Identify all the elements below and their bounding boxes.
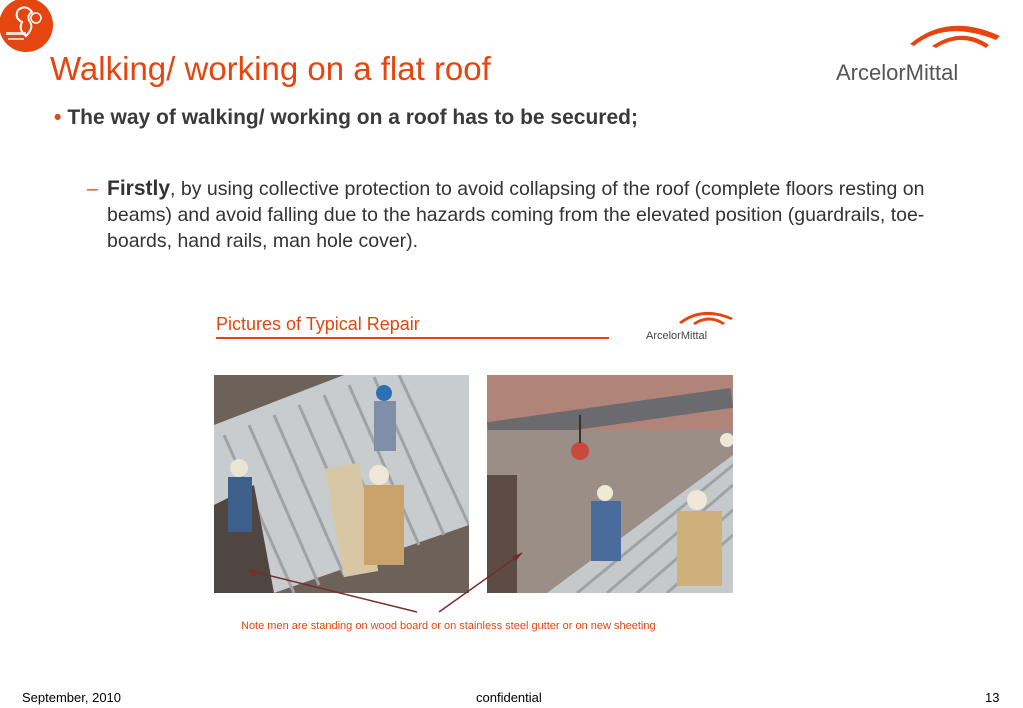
brand-logo bbox=[836, 18, 1006, 90]
footer-date: September, 2010 bbox=[22, 690, 122, 705]
footer-confidential: confidential bbox=[476, 690, 542, 705]
sub-bullet-body: , by using collective protection to avoid collapsing of the roof (complete floors resting on beams) and avoid falling due to the hazards coming from the elevated position (guardrails, toe-boards, hand rails, man hole cover). bbox=[107, 178, 925, 252]
repair-figure bbox=[207, 300, 747, 645]
bullet-dot: • bbox=[54, 106, 62, 129]
corner-badge-icon bbox=[0, 0, 56, 54]
arc-swoosh-icon bbox=[836, 18, 1006, 58]
figure-caption: Note men are standing on wood board or on stainless steel gutter or on new sheeting bbox=[241, 620, 656, 632]
footer-page-number: 13 bbox=[985, 690, 1000, 705]
sub-bullet-text bbox=[107, 176, 947, 254]
photo-left bbox=[214, 375, 469, 593]
bullet-text: The way of walking/ working on a roof has to be secured; bbox=[67, 106, 638, 129]
figure-logo bbox=[643, 308, 743, 348]
sub-bullet-lead: Firstly bbox=[107, 177, 171, 200]
sub-bullet-dash: – bbox=[87, 178, 98, 200]
brand-logo-text: ArcelorMittal bbox=[836, 60, 959, 85]
arc-swoosh-small-icon bbox=[643, 308, 743, 330]
slide-title: Walking/ working on a flat roof bbox=[50, 50, 491, 87]
figure-logo-text: ArcelorMittal bbox=[646, 330, 708, 342]
figure-heading: Pictures of Typical Repair bbox=[216, 314, 420, 334]
photo-right bbox=[487, 375, 733, 593]
main-bullet bbox=[54, 106, 638, 130]
figure-heading-underline bbox=[216, 337, 609, 339]
